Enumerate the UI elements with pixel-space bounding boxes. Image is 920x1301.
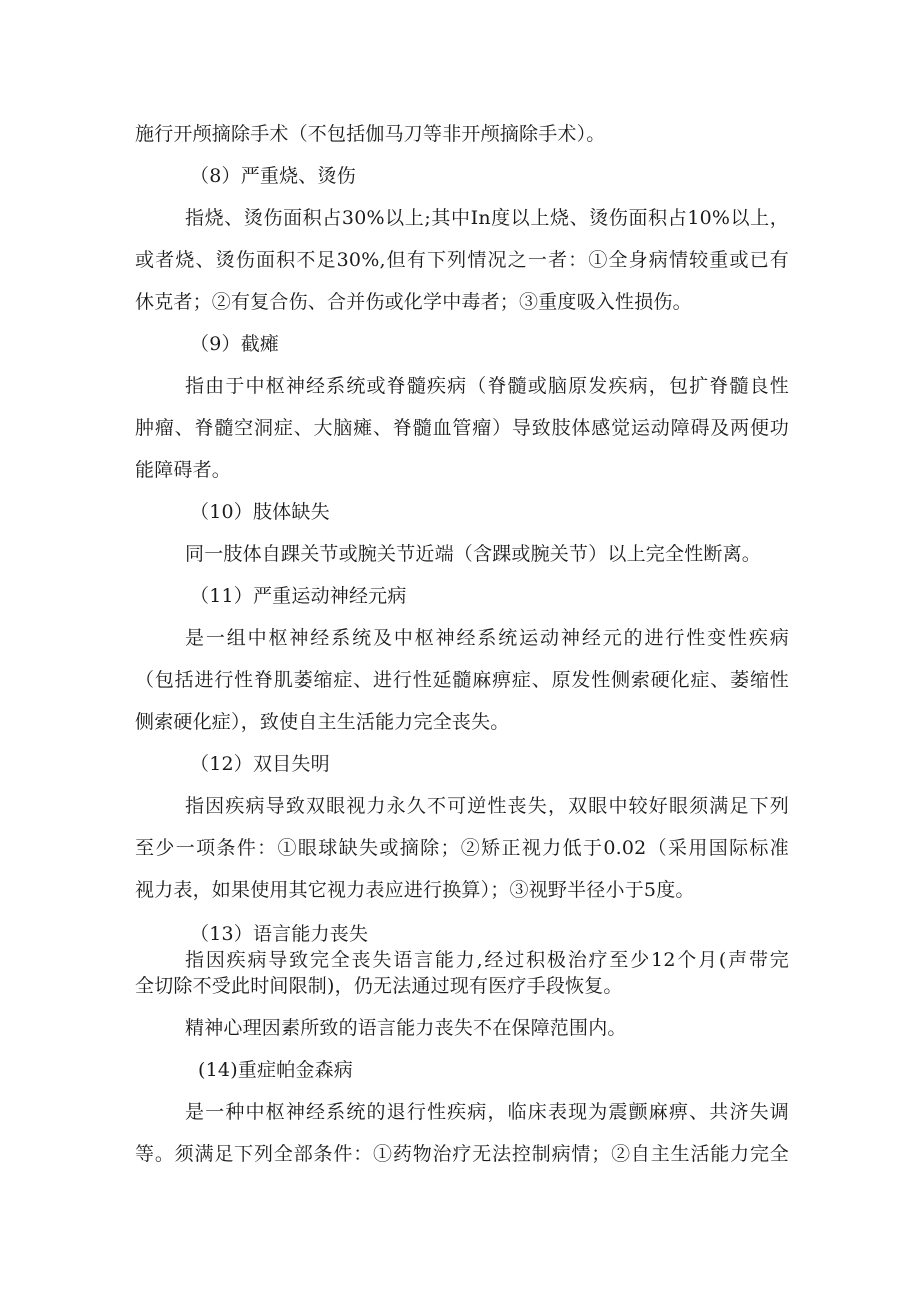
paragraph-burns-line-1: 指烧、烫伤面积占30%以上;其中In度以上烧、烫伤面积占10%以上，: [185, 207, 789, 229]
heading-limb-loss: （10）肢体缺失: [190, 501, 330, 523]
paragraph-paraplegia-line-2: 肿瘤、脊髓空洞症、大脑瘫、脊髓血管瘤）导致肢体感觉运动障碍及两便功: [135, 417, 789, 439]
paragraph-motor-neuron-line-2: （包括进行性脊肌萎缩症、进行性延髓麻痹症、原发性侧索硬化症、萎缩性: [135, 669, 789, 691]
paragraph-blindness-line-3: 视力表，如果使用其它视力表应进行换算）；③视野半径小于5度。: [135, 879, 695, 901]
paragraph-burns-line-3: 休克者；②有复合伤、合并伤或化学中毒者；③重度吸入性损伤。: [135, 291, 692, 313]
paragraph-paraplegia-line-1: 指由于中枢神经系统或脊髓疾病（脊髓或脑原发疾病，包扩脊髓良性: [185, 375, 789, 397]
heading-blindness: （12）双目失明: [190, 753, 330, 775]
heading-paraplegia: （9）截瘫: [190, 333, 280, 355]
paragraph-speech-loss-exclusion: 精神心理因素所致的语言能力丧失不在保障范围内。: [185, 1017, 627, 1039]
paragraph-blindness-line-2: 至少一项条件：①眼球缺失或摘除；②矫正视力低于0.02（采用国际标准: [135, 837, 789, 859]
heading-speech-loss: （13）语言能力丧失: [190, 923, 369, 945]
paragraph-blindness-line-1: 指因疾病导致双眼视力永久不可逆性丧失，双眼中较好眼须满足下列: [185, 795, 789, 817]
heading-parkinsons: (14)重症帕金森病: [198, 1059, 354, 1081]
paragraph-speech-loss-line-1: 指因疾病导致完全丧失语言能力,经过积极治疗至少12个月(声带完: [185, 949, 789, 971]
paragraph-burns-line-2: 或者烧、烫伤面积不足30%,但有下列情况之一者：①全身病情较重或已有: [135, 249, 789, 271]
paragraph-parkinsons-line-1: 是一种中枢神经系统的退行性疾病，临床表现为震颤麻痹、共济失调: [185, 1101, 789, 1123]
paragraph-paraplegia-line-3: 能障碍者。: [135, 459, 232, 481]
heading-severe-burns: （8）严重烧、烫伤: [190, 165, 356, 187]
paragraph-motor-neuron-line-1: 是一组中枢神经系统及中枢神经系统运动神经元的进行性变性疾病: [185, 627, 789, 649]
paragraph-speech-loss-line-2: 全切除不受此时间限制)，仍无法通过现有医疗手段恢复。: [135, 975, 623, 997]
paragraph-limb-loss: 同一肢体自踝关节或腕关节近端（含踝或腕关节）以上完全性断离。: [185, 543, 762, 565]
paragraph-parkinsons-line-2: 等。须满足下列全部条件：①药物治疗无法控制病情；②自主生活能力完全: [135, 1143, 789, 1165]
heading-motor-neuron-disease: （11）严重运动神经元病: [190, 585, 407, 607]
paragraph-craniotomy-end: 施行开颅摘除手术（不包括伽马刀等非开颅摘除手术）。: [135, 123, 606, 145]
paragraph-motor-neuron-line-3: 侧索硬化症），致使自主生活能力完全丧失。: [135, 711, 510, 733]
